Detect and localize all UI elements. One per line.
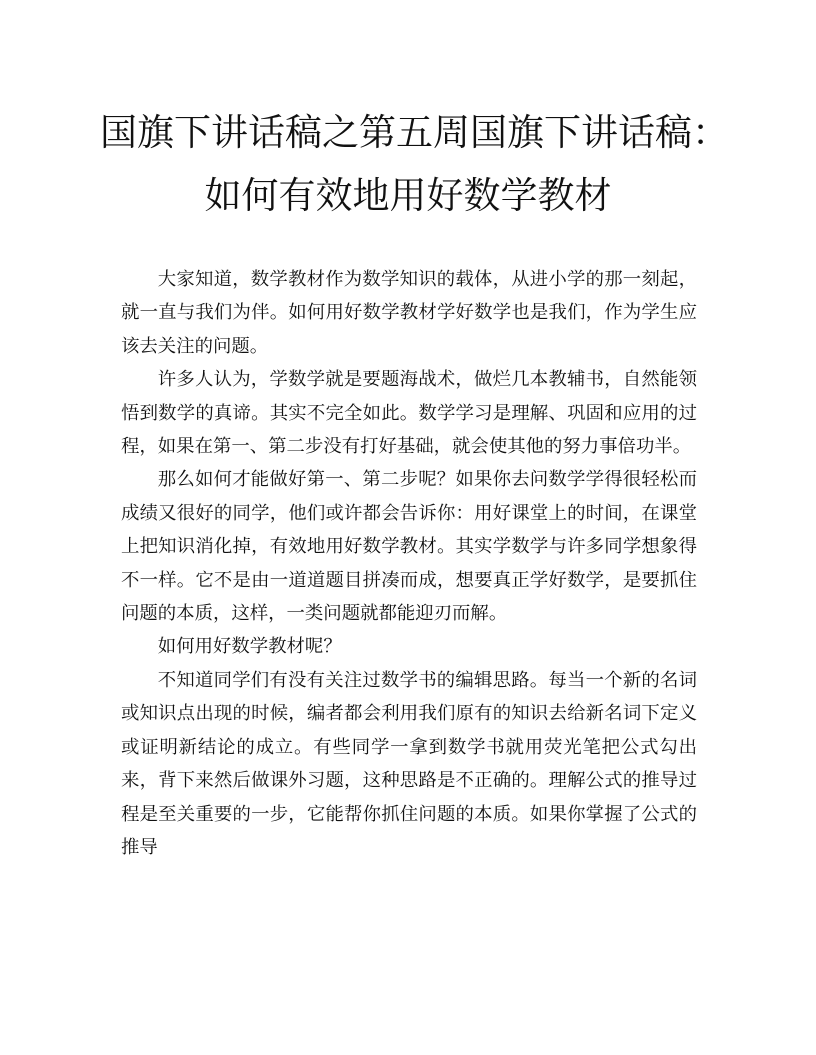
paragraph-3: 那么如何才能做好第一、第二步呢？如果你去问数学学得很轻松而成绩又很好的同学，他们或许都会告诉你：用好课堂上的时间，在课堂上把知识消化掉，有效地用好数学教材。其实学数学与许多同学想象得不一样。它不是由一道道题目拼凑而成，想要真正学好数学，是要抓住问题的本质，这样，一类问题就都能迎刃而解。 [121,469,697,625]
paragraph-4: 如何用好数学教材呢？ [157,636,342,658]
paragraph-1: 大家知道，数学教材作为数学知识的载体，从进小学的那一刻起，就一直与我们为伴。如何用好数学教材学好数学也是我们，作为学生应该去关注的问题。 [121,269,697,357]
document-title-line-1: 国旗下讲话稿之第五周国旗下讲话稿： [100,111,729,154]
document-title-line-2: 如何有效地用好数学教材 [204,174,612,217]
paragraph-5: 不知道同学们有没有关注过数学书的编辑思路。每当一个新的名词或知识点出现的时候，编者都会利用我们原有的知识去给新名词下定义或证明新结论的成立。有些同学一拿到数学书就用荧光笔把公式勾出来，背下来然后做课外习题，这种思路是不正确的。理解公式的推导过程是至关重要的一步，它能帮你抓住问题的本质。如果你掌握了公式的推导 [121,669,697,858]
paragraph-2: 许多人认为，学数学就是要题海战术，做烂几本教辅书，自然能领悟到数学的真谛。其实不完全如此。数学学习是理解、巩固和应用的过程，如果在第一、第二步没有打好基础，就会使其他的努力事倍功半。 [121,369,697,458]
document-body [121,263,697,864]
